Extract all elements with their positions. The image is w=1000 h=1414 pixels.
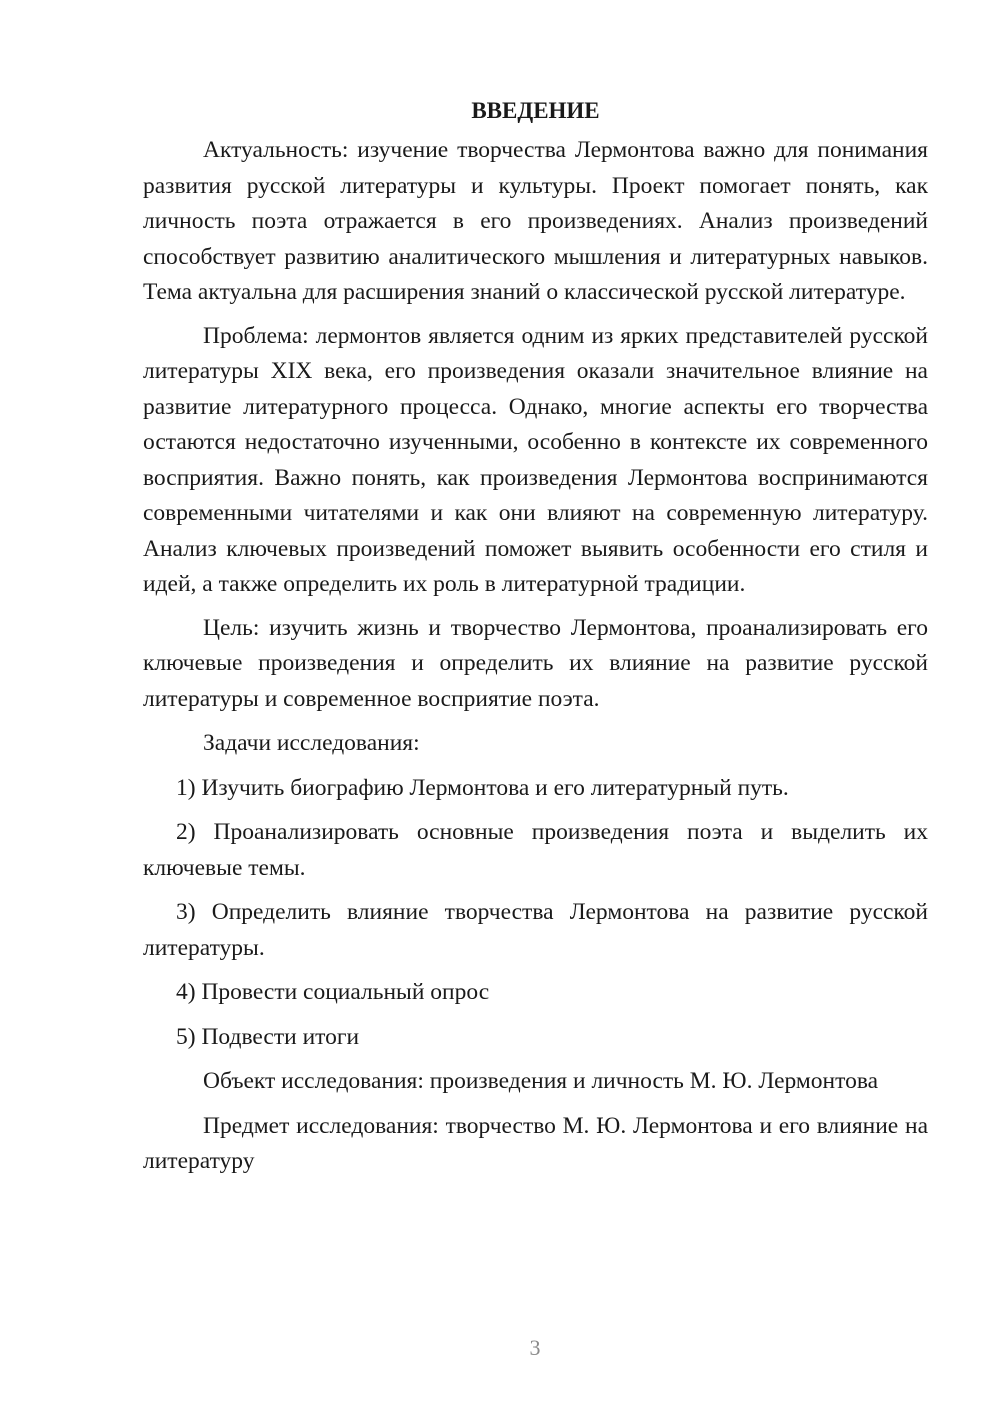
task-item-2: 2) Проанализировать основные произведения поэта и выделить их ключевые темы.: [143, 819, 928, 881]
relevance-paragraph: Актуальность: изучение творчества Лермонтова важно для понимания развития русской литературы и культуры. Проект помогает понять, как личность поэта отражается в его произведениях. Анализ произведений способствует развитию аналитического мышления и литературных навыков. Тема актуальна для расширения знаний о классической русской литературе.: [143, 137, 928, 305]
task-item-3: 3) Определить влияние творчества Лермонтова на развитие русской литературы.: [143, 899, 928, 961]
section-heading: ВВЕДЕНИЕ: [471, 98, 600, 123]
subject-paragraph: Предмет исследования: творчество М. Ю. Лермонтова и его влияние на литературу: [143, 1112, 928, 1174]
task-item-4: 4) Провести социальный опрос: [176, 979, 490, 1005]
goal-paragraph: Цель: изучить жизнь и творчество Лермонтова, проанализировать его ключевые произведения и определить их влияние на развитие русской литературы и современное восприятие поэта.: [143, 614, 928, 712]
object-paragraph: Объект исследования: произведения и личность М. Ю. Лермонтова: [203, 1068, 879, 1094]
tasks-title: Задачи исследования:: [203, 730, 420, 756]
page-content: [143, 93, 928, 1180]
task-item-5: 5) Подвести итоги: [176, 1023, 360, 1050]
page-number: 3: [529, 1335, 541, 1360]
task-item-1: 1) Изучить биографию Лермонтова и его литературный путь.: [176, 774, 789, 801]
problem-paragraph: Проблема: лермонтов является одним из ярких представителей русской литературы XIX века, его произведения оказали значительное влияние на развитие литературного процесса. Однако, многие аспекты его творчества остаются недостаточно изученными, особенно в контексте их современного восприятия. Важно понять, как произведения Лермонтова воспринимаются современными читателями и как они влияют на современную литературу. Анализ ключевых произведений поможет выявить особенности его стиля и идей, а также определить их роль в литературной традиции.: [143, 322, 928, 597]
